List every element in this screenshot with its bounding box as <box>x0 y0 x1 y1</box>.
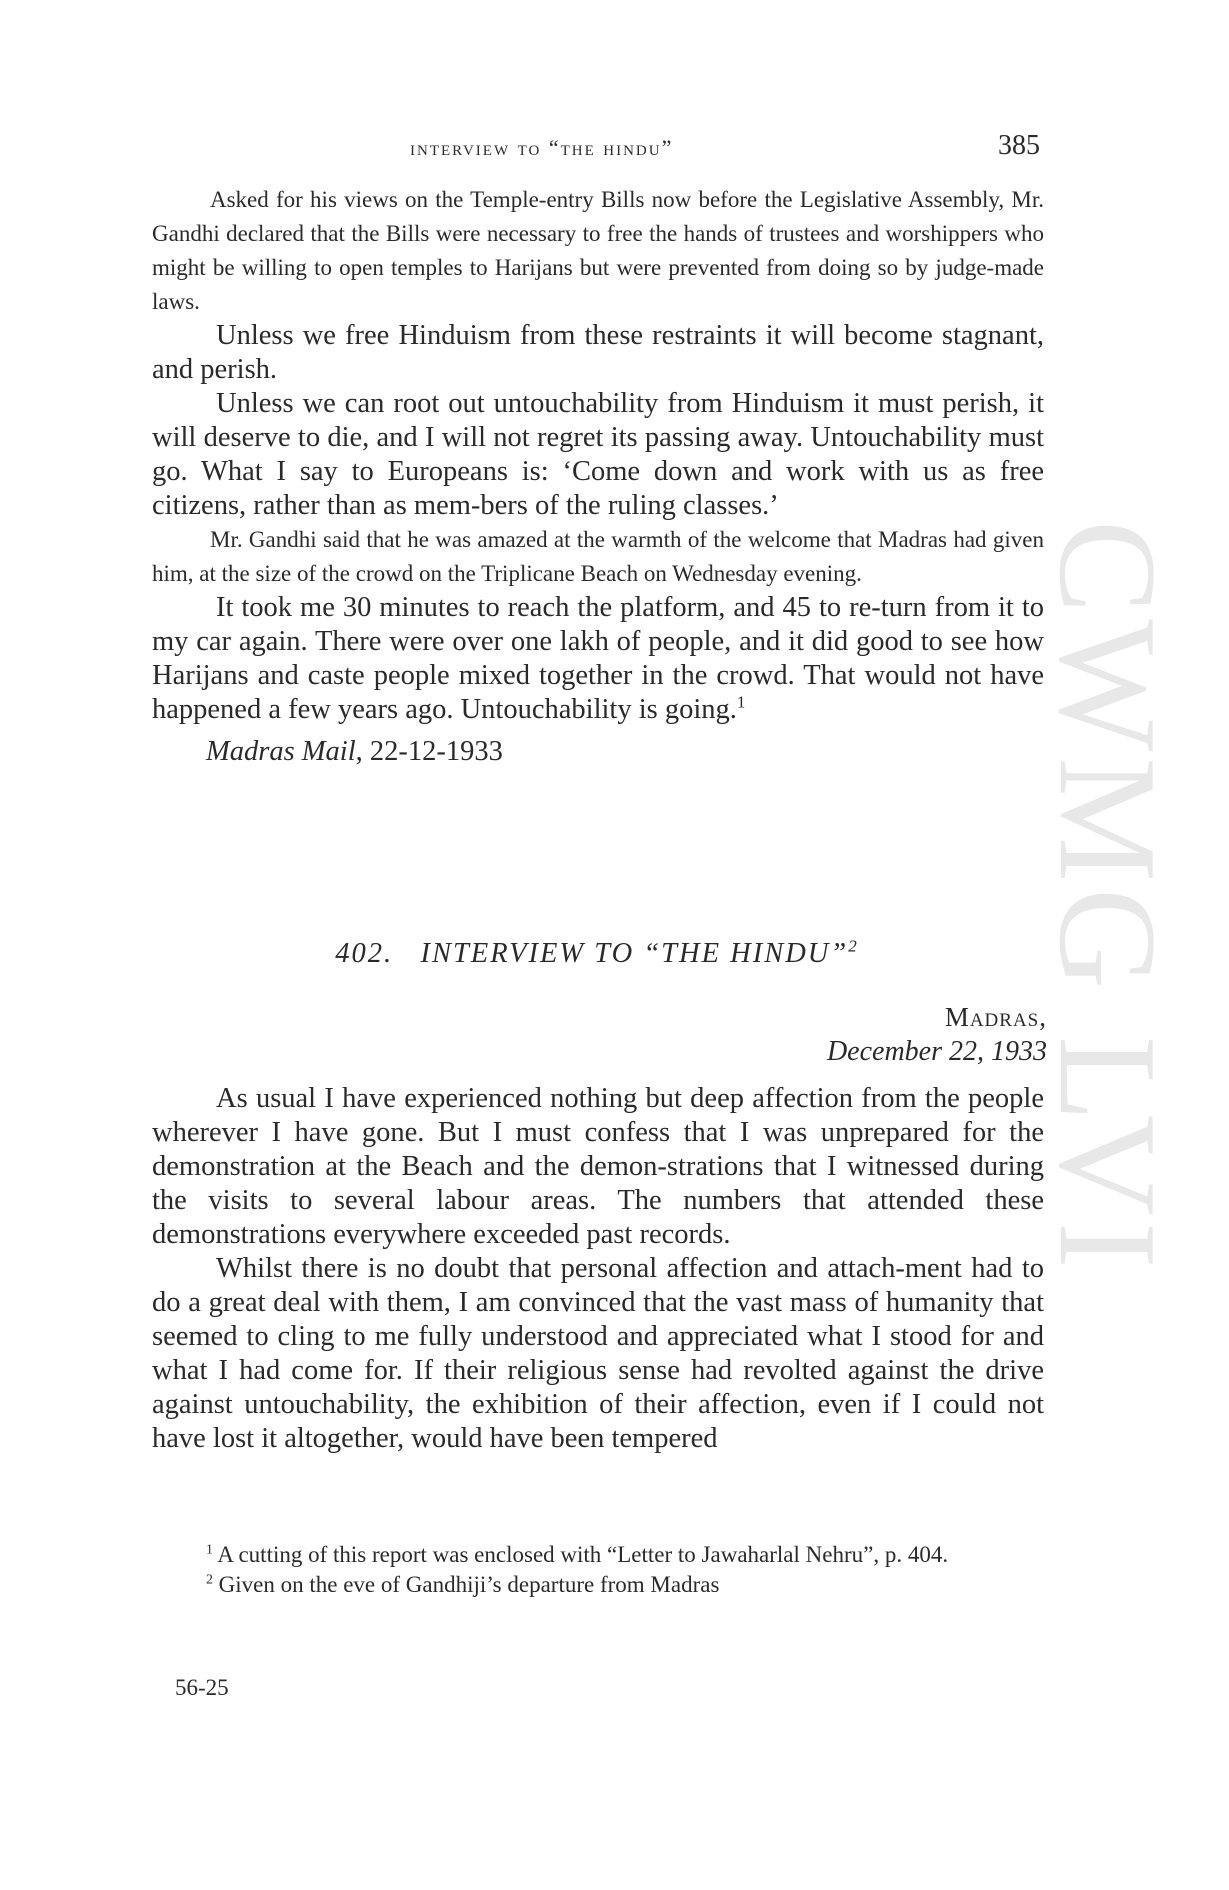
footnote-1 <box>152 1540 1058 1570</box>
interview-paragraph-2: Whilst there is no doubt that personal affection and attach-ment had to do a great deal with them, I am convinced that the vast mass of humanity that seemed to cling to me fully understood and appreciated what I stood for and what I had come for. If their religious sense had revolted against the drive against untouchability, the exhibition of their affection, even if I could not have lost it altogether, would have been tempered <box>152 1253 1044 1454</box>
running-head: interview to “the hindu” <box>410 135 674 160</box>
section-title: INTERVIEW TO “THE HINDU” <box>420 938 849 969</box>
footnote-2 <box>152 1570 1058 1600</box>
intro-paragraph: Asked for his views on the Temple-entry Bills now before the Legislative Assembly, Mr. Gandhi declared that the Bills were necessary to free the hands of trustees and worshippers who might be willing to open temples to Harijans but were prevented from doing so by judge-made laws. <box>152 187 1044 314</box>
quote-paragraph-3 <box>152 591 1044 727</box>
interview-body <box>152 1082 1044 1456</box>
page-number: 385 <box>998 130 1040 161</box>
footnote-ref-1: 1 <box>736 692 746 712</box>
footnote-1-number: 1 <box>206 1541 213 1557</box>
dateline-date: December 22, 1933 <box>826 1036 1047 1067</box>
footnote-2-number: 2 <box>206 1571 213 1587</box>
folio: 56-25 <box>175 1675 229 1700</box>
source-citation <box>152 735 1044 769</box>
interview-paragraph-1: As usual I have experienced nothing but deep affection from the people wherever I have gone. But I must confess that I was unprepared for the demonstration at the Beach and the demon-strations that I witnessed during the visits to several labour areas. The numbers that attended these demonstrations everywhere exceeded past records. <box>152 1083 1044 1250</box>
section-number: 402. <box>335 938 394 969</box>
source-title: Madras Mail <box>206 736 356 767</box>
footnote-2-text: Given on the eve of Gandhiji’s departure from Madras <box>212 1572 720 1597</box>
source-date: , 22-12-1933 <box>355 736 503 767</box>
page-header <box>150 130 1040 170</box>
quote-paragraph-2: Unless we can root out untouchability from Hinduism it must perish, it will deserve to die, and I will not regret its passing away. Untouchability must go. What I say to Europeans is: ‘Come down and work with us as free citizens, rather than as mem-bers of the ruling classes.’ <box>152 388 1044 521</box>
watermark: CWMG LVI <box>1030 520 1185 1275</box>
reported-paragraph: Mr. Gandhi said that he was amazed at the warmth of the welcome that Madras had given him, at the size of the crowd on the Triplicane Beach on Wednesday evening. <box>152 527 1044 586</box>
quote-paragraph-3-text: It took me 30 minutes to reach the platform, and 45 to re-turn from it to my car again. There were over one lakh of people, and it did good to see how Harijans and caste people mixed together in the crowd. That would not have happened a few years ago. Untouchability is going. <box>152 592 1044 725</box>
footnote-ref-2: 2 <box>848 936 859 956</box>
footnote-1-text: A cutting of this report was enclosed with “Letter to Jawaharlal Nehru”, p. 404. <box>212 1542 949 1567</box>
quote-paragraph-1: Unless we free Hinduism from these restraints it will become stagnant, and perish. <box>152 320 1044 385</box>
footnotes <box>152 1540 1058 1600</box>
section-heading <box>152 938 1042 970</box>
dateline-place: Madras, <box>944 1002 1047 1032</box>
article-body <box>152 183 1044 769</box>
